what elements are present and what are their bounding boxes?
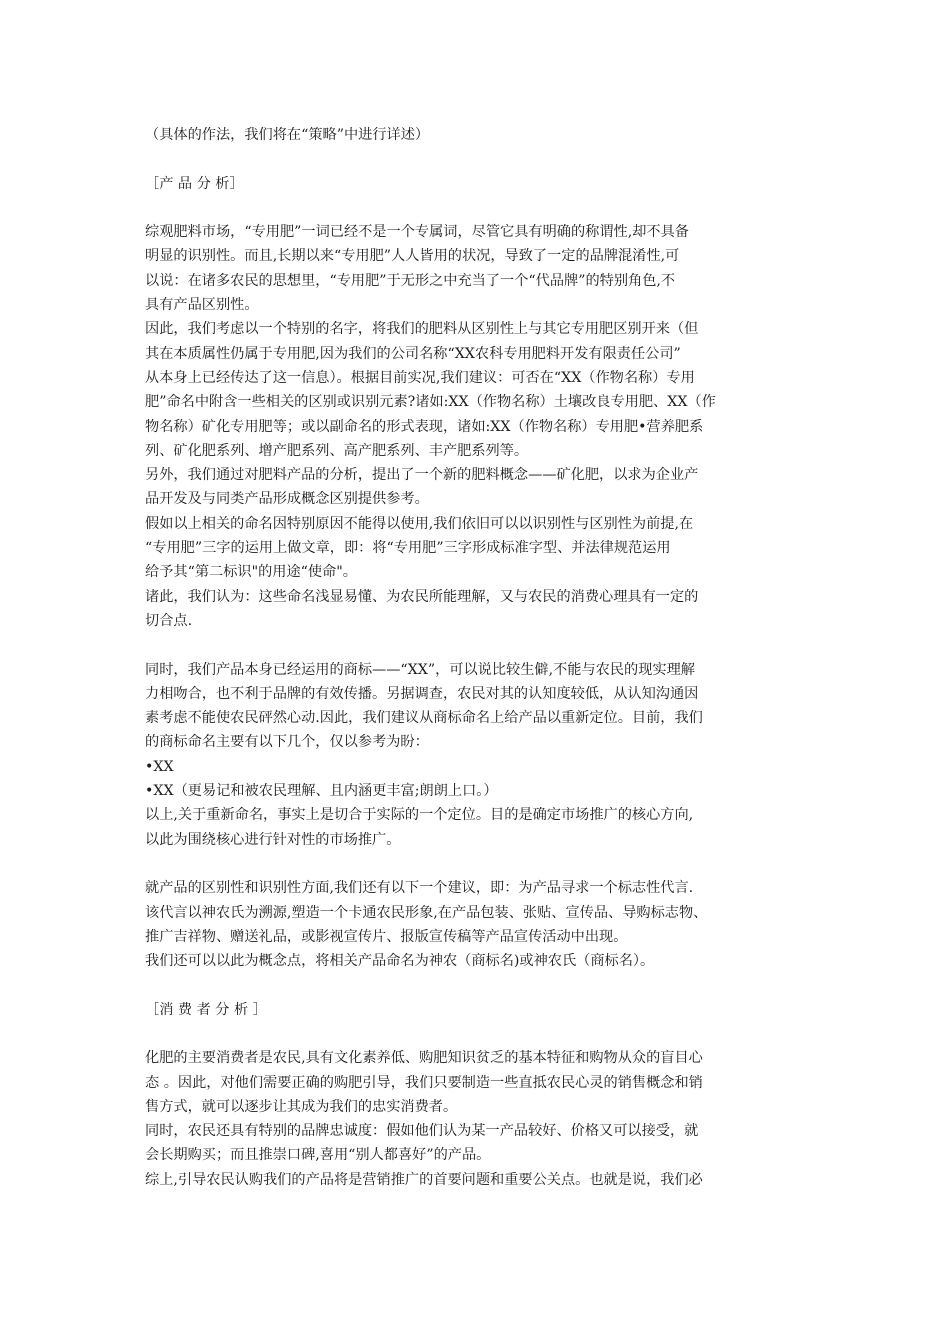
paragraph-market-overview <box>145 220 817 317</box>
text-line: 以上,关于重新命名，事实上是切合于实际的一个定位。目的是确定市场推广的核心方向, <box>145 807 694 824</box>
text-line: 假如以上相关的命名因特别原因不能得以使用,我们依旧可以以识别性与区别性为前提,在 <box>145 515 694 532</box>
text-line: 因此，我们考虑以一个特别的名字，将我们的肥料从区别性上与其它专用肥区别开来（但 <box>145 321 699 338</box>
paragraph-mineral-fertilizer-concept <box>145 463 817 512</box>
text-line: 我们还可以以此为概念点，将相关产品命名为神农（商标名)或神农氏（商标名）。 <box>145 953 655 970</box>
section-heading-product-analysis: ［产 品 分 析］ <box>145 175 244 192</box>
text-line: 化肥的主要消费者是农民,具有文化素养低、购肥知识贫乏的基本特征和购物从众的盲目心 <box>145 1050 703 1067</box>
text-line: 推广吉祥物、赠送礼品，或影视宣传片、报版宣传稿等产品宣传活动中出现。 <box>145 928 628 945</box>
list-item: •XX（更易记和被农民理解、且内涵更丰富;朗朗上口。） <box>145 783 498 800</box>
text-line: 就产品的区别性和识别性方面,我们还有以下一个建议，即：为产品寻求一个标志性代言. <box>145 880 694 897</box>
paragraph-consumer-profile <box>145 1046 817 1119</box>
intro-note: （具体的作法，我们将在“策略”中进行详述） <box>145 127 430 143</box>
text-line: “专用肥”三字的运用上做文章，即：将“专用肥”三字形成标准字型、并法律规范运用 <box>145 540 671 557</box>
text-line: 物名称）矿化专用肥等；或以副命名的形式表现，诸如:XX（作物名称）专用肥•营养肥系 <box>145 418 704 435</box>
text-line: 列、矿化肥系列、增产肥系列、高产肥系列、丰产肥系列等。 <box>145 442 529 459</box>
text-line: 同时，我们产品本身已经运用的商标——“XX”，可以说比较生僻,不能与农民的现实理解 <box>145 661 695 678</box>
text-line: 综观肥料市场，“专用肥”一词已经不是一个专属词，尽管它具有明确的称谓性,却不具备 <box>145 224 689 241</box>
text-line: 会长期购买；而且推崇口碑,喜用“别人都喜好”的产品。 <box>145 1147 491 1164</box>
text-line: 售方式，就可以逐步让其成为我们的忠实消费者。 <box>145 1098 458 1115</box>
text-line: 另外，我们通过对肥料产品的分析，提出了一个新的肥料概念——矿化肥，以求为企业产 <box>145 467 699 484</box>
text-line: 力相吻合，也不利于品牌的有效传播。另据调查，农民对其的认知度较低，从认知沟通因 <box>145 685 699 702</box>
text-line: 以此为围绕核心进行针对性的市场推广。 <box>145 831 401 848</box>
text-line: 具有产品区别性。 <box>145 297 259 314</box>
spacer <box>145 852 817 876</box>
paragraph-summary <box>145 1168 817 1192</box>
spacer <box>145 196 817 220</box>
section-heading-consumer-analysis: ［消 费 者 分 析 ］ <box>145 1001 267 1018</box>
text-line: 素考虑不能使农民砰然心动.因此，我们建议从商标命名上给产品以重新定位。目前，我们 <box>145 710 703 727</box>
text-line: 从本身上已经传达了这一信息）。根据目前实况,我们建议：可否在“XX（作物名称）专用 <box>145 369 695 386</box>
spacer <box>145 973 817 997</box>
spacer <box>145 1022 817 1046</box>
paragraph-brand-loyalty <box>145 1119 817 1168</box>
text-line: 切合点. <box>145 612 193 629</box>
spacer <box>145 633 817 657</box>
text-line: 该代言以神农氏为溯源,塑造一个卡通农民形象,在产品包装、张贴、宣传品、导购标志物、 <box>145 904 708 921</box>
spacer <box>145 147 817 171</box>
document-page <box>145 123 817 1192</box>
text-line: 肥”命名中附含一些相关的区别或识别元素?诸如:XX（作物名称）土壤改良专用肥、XX（作 <box>145 394 716 411</box>
text-line: 综上,引导农民认购我们的产品将是营销推广的首要问题和重要公关点。也就是说，我们必 <box>145 1171 703 1188</box>
text-line: 的商标命名主要有以下几个，仅以参考为盼： <box>145 734 429 751</box>
paragraph-spokesperson <box>145 876 817 973</box>
list-item: •XX <box>145 758 174 775</box>
text-line: 诸此，我们认为：这些命名浅显易懂、为农民所能理解，又与农民的消费心理具有一定的 <box>145 588 699 605</box>
trademark-bullet-list <box>145 755 817 804</box>
text-line: 给予其“第二标识"的用途“使命"。 <box>145 564 357 581</box>
text-line: 明显的识别性。而且,长期以来“专用肥”人人皆用的状况，导致了一定的品牌混淆性,可 <box>145 248 680 265</box>
text-line: 品开发及与同类产品形成概念区别提供参考。 <box>145 491 429 508</box>
text-line: 其在本质属性仍属于专用肥,因为我们的公司名称“XX农科专用肥料开发有限责任公司” <box>145 345 681 362</box>
paragraph-conclusion-naming <box>145 585 817 634</box>
text-line: 同时，农民还具有特别的品牌忠诚度：假如他们认为某一产品较好、价格又可以接受，就 <box>145 1123 699 1140</box>
paragraph-alternative-naming <box>145 512 817 585</box>
text-line: 态 。因此，对他们需要正确的购肥引导，我们只要制造一些直抵农民心灵的销售概念和销 <box>145 1074 703 1091</box>
paragraph-renaming-summary <box>145 803 817 852</box>
paragraph-naming-proposal <box>145 317 817 463</box>
paragraph-trademark <box>145 658 817 755</box>
text-line: 以说：在诸多农民的思想里，“专用肥”于无形之中充当了一个“代品牌”的特别角色,不 <box>145 272 676 289</box>
